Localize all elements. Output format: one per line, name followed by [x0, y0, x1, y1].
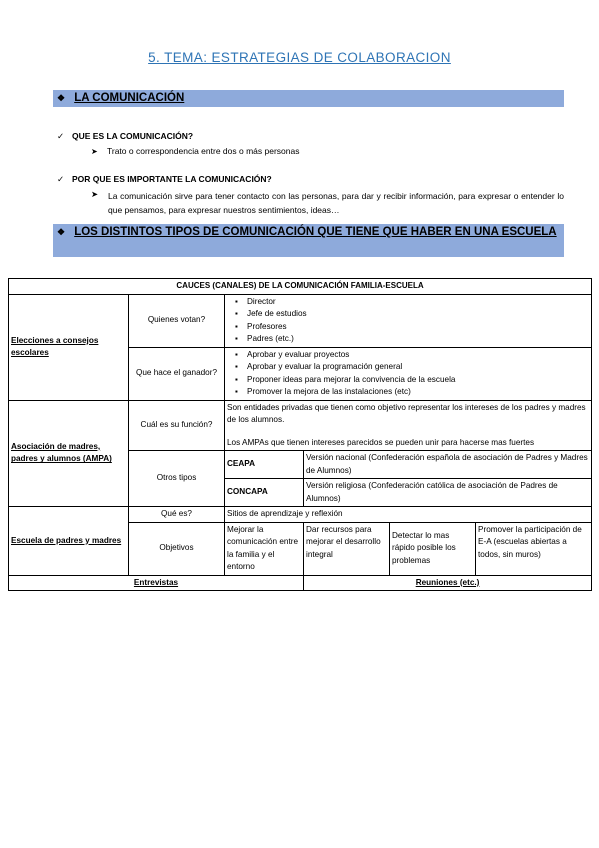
diamond-bullet-icon: ❖ — [57, 227, 66, 237]
arrow-bullet-icon: ➤ — [91, 189, 99, 199]
cauces-table — [8, 278, 592, 591]
ceapa-name: CEAPA — [225, 451, 304, 479]
ceapa-desc: Versión nacional (Confederación española de asociación de Padres y Madres de Alumnos) — [304, 451, 592, 479]
objetivo-4: Promover la participación de E-A (escuelas abiertas a todos, sin muros) — [476, 522, 592, 575]
section-header-label: LA COMUNICACIÓN — [74, 92, 185, 104]
list-item: ▪ Aprobar y evaluar la programación general — [227, 361, 589, 374]
answer-2-text: La comunicación sirve para tener contacto con las personas, para dar y recibir información, para expresar o entender lo que pensamos, para expresar nuestros sentimientos, ideas… — [108, 191, 564, 215]
list-item: ▪ Promover la mejora de las instalaciones (etc) — [227, 386, 589, 399]
quienes-votan-list-cell — [225, 294, 592, 347]
row-label-elecciones: Elecciones a consejos escolares — [9, 294, 129, 400]
list-item: ▪ Profesores — [227, 321, 589, 334]
sublabel-que-es: Qué es? — [129, 507, 225, 523]
row-label-ampa: Asociación de madres, padres y alumnos (AMPA) — [9, 400, 129, 507]
question-2-text: POR QUE ES IMPORTANTE LA COMUNICACIÓN? — [72, 174, 272, 184]
que-es-text: Sitios de aprendizaje y reflexión — [225, 507, 592, 523]
objetivo-2: Dar recursos para mejorar el desarrollo integral — [304, 522, 390, 575]
quienes-votan-list — [227, 296, 589, 346]
question-2 — [57, 174, 272, 185]
objetivo-1: Mejorar la comunicación entre la familia y el entorno — [225, 522, 304, 575]
sublabel-que-hace-ganador: Que hace el ganador? — [129, 347, 225, 400]
diamond-bullet-icon: ❖ — [57, 93, 66, 103]
objetivo-3: Detectar lo mas rápido posible los problemas — [390, 522, 476, 575]
sublabel-otros-tipos: Otros tipos — [129, 451, 225, 507]
sublabel-quienes-votan: Quienes votan? — [129, 294, 225, 347]
sublabel-funcion: Cuál es su función? — [129, 400, 225, 451]
concapa-name: CONCAPA — [225, 479, 304, 507]
table-header: CAUCES (CANALES) DE LA COMUNICACIÓN FAMILIA-ESCUELA — [9, 279, 592, 295]
ganador-list — [227, 349, 589, 399]
funcion-cell — [225, 400, 592, 451]
section-header-comunicacion — [53, 90, 564, 107]
footer-entrevistas: Entrevistas — [9, 575, 304, 591]
ganador-list-cell — [225, 347, 592, 400]
funcion-text-1: Son entidades privadas que tienen como objetivo representar los intereses de los padres y madres de los alumnos. — [227, 402, 586, 424]
question-1 — [57, 131, 193, 142]
sublabel-objetivos: Objetivos — [129, 522, 225, 575]
list-item: ▪ Aprobar y evaluar proyectos — [227, 349, 589, 362]
checkmark-icon: ✓ — [57, 174, 65, 184]
checkmark-icon: ✓ — [57, 131, 65, 141]
answer-1 — [91, 146, 299, 156]
list-item: ▪ Jefe de estudios — [227, 308, 589, 321]
list-item: ▪ Proponer ideas para mejorar la convivencia de la escuela — [227, 374, 589, 387]
page-title: 5. TEMA: ESTRATEGIAS DE COLABORACION — [148, 50, 451, 65]
list-item: ▪ Padres (etc.) — [227, 333, 589, 346]
answer-1-text: Trato o correspondencia entre dos o más personas — [107, 146, 300, 156]
concapa-desc: Versión religiosa (Confederación católica de asociación de Padres de Alumnos) — [304, 479, 592, 507]
section-header-label: LOS DISTINTOS TIPOS DE COMUNICACIÓN QUE TIENE QUE HABER EN UNA ESCUELA — [74, 226, 557, 238]
section-header-tipos — [53, 224, 564, 257]
question-1-text: QUE ES LA COMUNICACIÓN? — [72, 131, 194, 141]
arrow-bullet-icon: ➤ — [91, 147, 98, 156]
list-item: ▪ Director — [227, 296, 589, 309]
funcion-text-2: Los AMPAs que tienen intereses parecidos se pueden unir para hacerse mas fuertes — [227, 437, 535, 447]
row-label-escuela: Escuela de padres y madres — [9, 507, 129, 576]
footer-reuniones: Reuniones (etc.) — [304, 575, 592, 591]
